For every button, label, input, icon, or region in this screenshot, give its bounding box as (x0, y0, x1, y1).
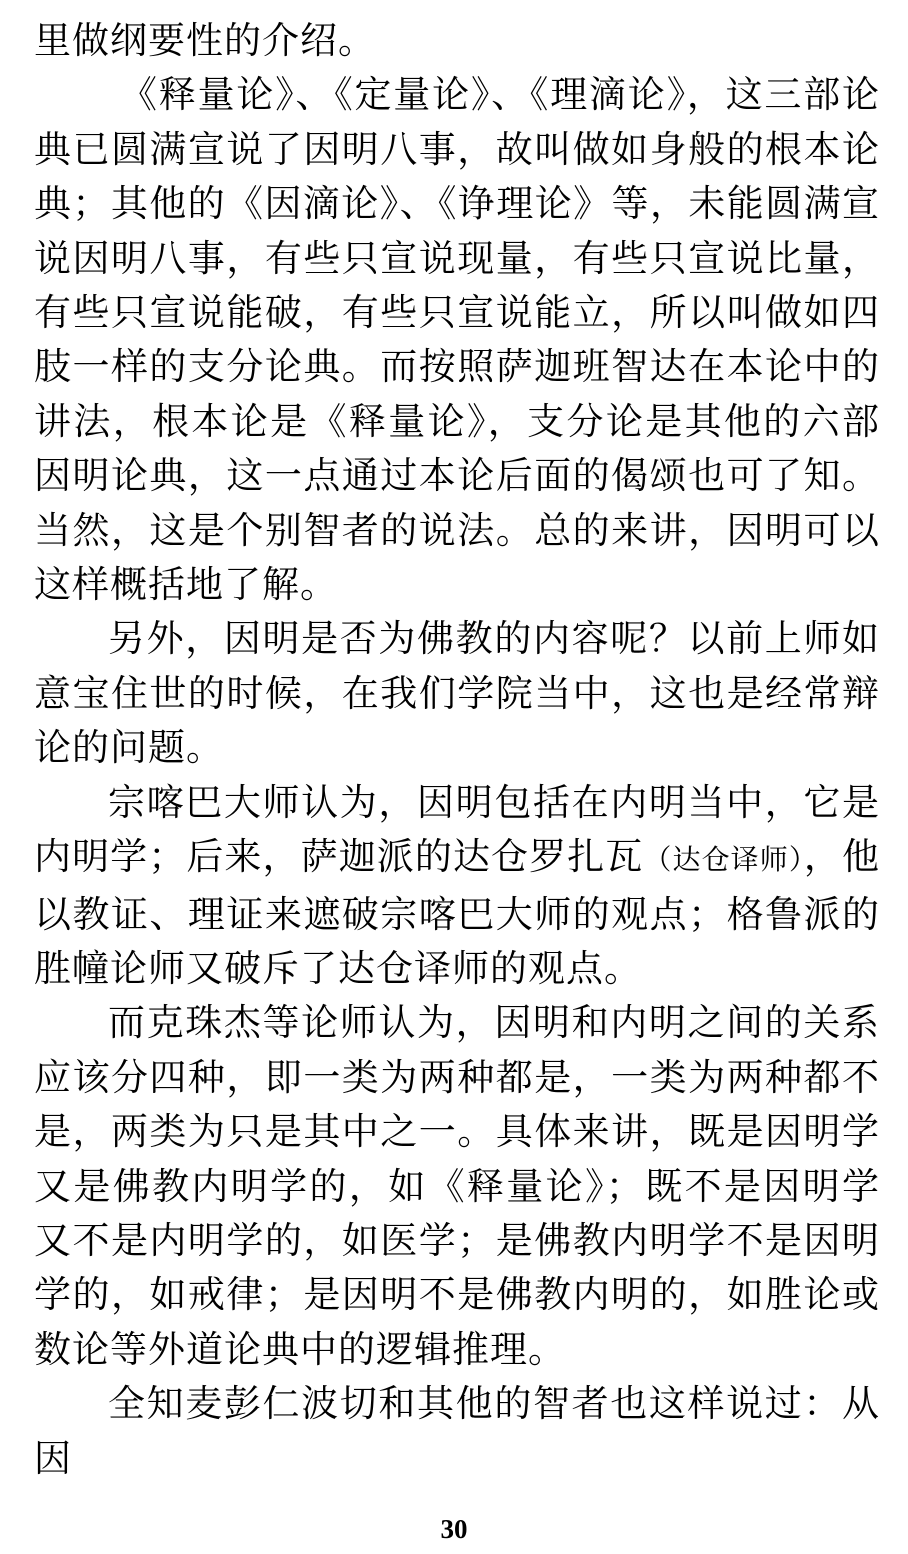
paragraph-buddhist-question: 另外，因明是否为佛教的内容呢？以前上师如意宝住世的时候，在我们学院当中，这也是经常辩论的问题。 (34, 617, 880, 770)
paragraph-continued: 里做纲要性的介绍。 (34, 19, 376, 62)
page-body (34, 14, 880, 1486)
paragraph-tsongkhapa-view (34, 776, 880, 997)
parenthetical-note: （达仓译师） (643, 843, 804, 877)
paragraph-text-after-note: ，他以教证、理证来遮破宗喀巴大师的观点；格鲁派的胜幢论师又破斥了达仓译师的观点。 (34, 835, 881, 990)
paragraph-text-before-note: 宗喀巴大师认为，因明包括在内明当中，它是内明学；后来，萨迦派的达仓罗扎瓦 (34, 780, 880, 879)
paragraph-four-categories: 而克珠杰等论师认为，因明和内明之间的关系应该分四种，即一类为两种都是，一类为两种都不是，两类为只是其中之一。具体来讲，既是因明学又是佛教内明学的，如《释量论》；既不是因明学又不是内明学的，如医学；是佛教内明学不是因明学的，如戒律；是因明不是佛教内明的，如胜论或数论等外道论典中的逻辑推理。 (34, 1001, 880, 1371)
paragraph-mipham-view: 全知麦彭仁波切和其他的智者也这样说过：从因 (34, 1382, 880, 1480)
paragraph-root-treatises: 《释量论》、《定量论》、《理滴论》，这三部论典已圆满宣说了因明八事，故叫做如身般的根本论典；其他的《因滴论》、《诤理论》等，未能圆满宣说因明八事，有些只宣说现量，有些只宣说比量，有些只宣说能破，有些只宣说能立，所以叫做如四肢一样的支分论典。而按照萨迦班智达在本论中的讲法，根本论是《释量论》，支分论是其他的六部因明论典，这一点通过本论后面的偈颂也可了知。当然，这是个别智者的说法。总的来讲，因明可以这样概括地了解。 (34, 73, 880, 607)
page-number: 30 (440, 1514, 468, 1544)
